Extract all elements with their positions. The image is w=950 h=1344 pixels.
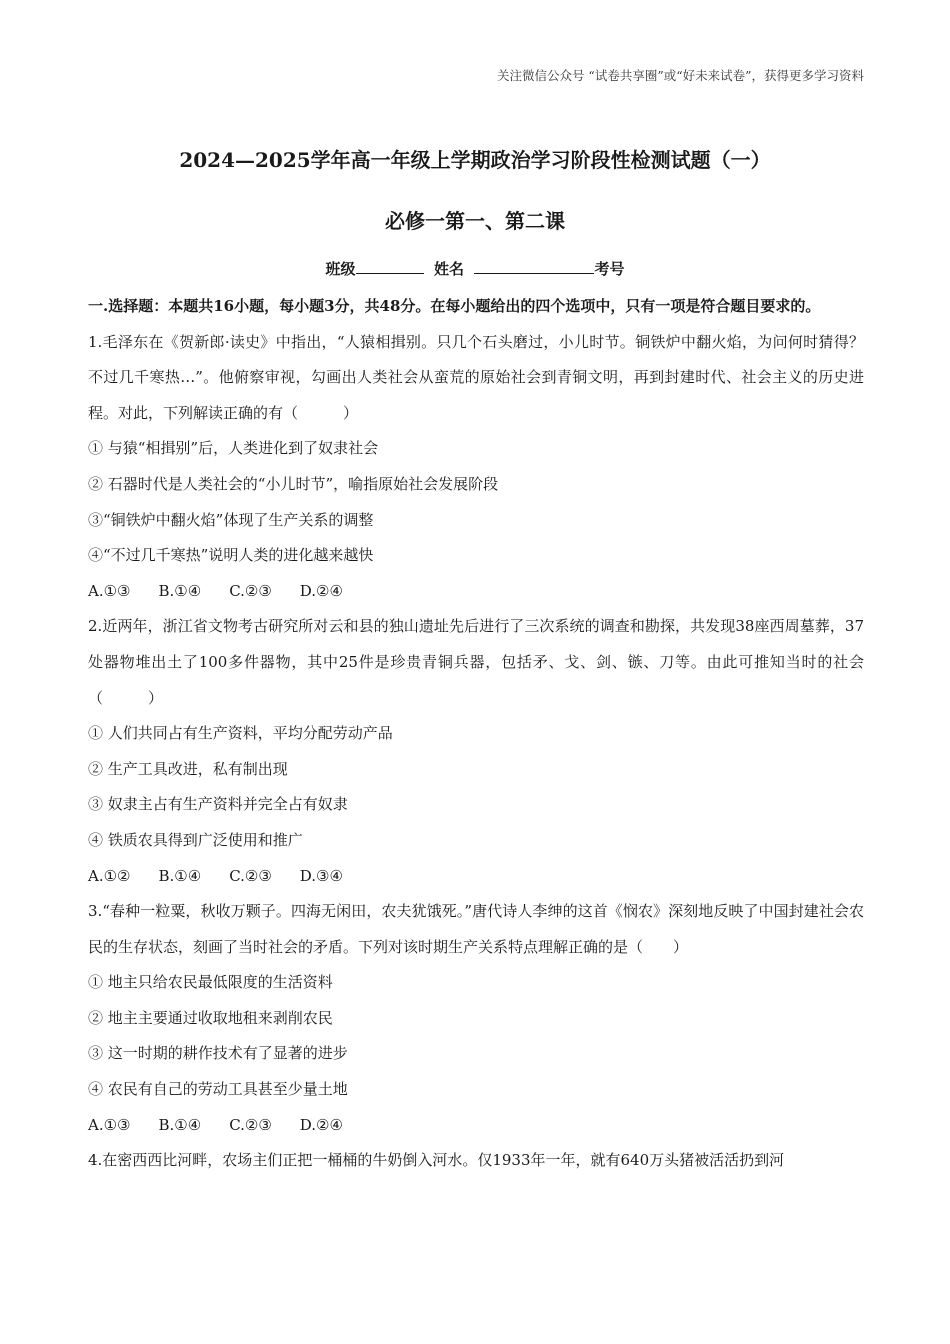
question-3 (88, 894, 864, 1143)
answer-choices (88, 574, 864, 610)
answer-choices (88, 1108, 864, 1144)
statement-item: ① 与猿“相揖别”后，人类进化到了奴隶社会 (88, 439, 379, 458)
question-stem: 3.“春种一粒粟，秋收万颗子。四海无闲田，农夫犹饿死。”唐代诗人李绅的这首《悯农》深刻地反映了中国封建社会农民的生存状态，刻画了当时社会的矛盾。下列对该时期生产关系特点理解正确的是（ ） (88, 902, 864, 956)
class-blank[interactable] (356, 259, 424, 274)
statement-item: ③“铜铁炉中翻火焰”体现了生产关系的调整 (88, 510, 374, 529)
statement-item: ④ 铁质农具得到广泛使用和推广 (88, 830, 303, 849)
statement-item: ③ 这一时期的耕作技术有了显著的进步 (88, 1044, 348, 1063)
statement-item: ③ 奴隶主占有生产资料并完全占有奴隶 (88, 795, 348, 814)
question-stem: 1.毛泽东在《贺新郎·读史》中指出，“人猿相揖别。只几个石头磨过，小儿时节。铜铁炉中翻火焰，为问何时猜得？不过几千寒热…”。他俯察审视，勾画出人类社会从蛮荒的原始社会到青铜文明，再到封建时代、社会主义的历史进程。对此，下列解读正确的有（ ） (88, 332, 864, 422)
answer-choices (88, 859, 864, 895)
name-blank[interactable] (474, 259, 594, 274)
statement-item: ④ 农民有自己的劳动工具甚至少量土地 (88, 1080, 348, 1099)
choice-c[interactable]: C.②③ (229, 866, 272, 885)
choice-c[interactable]: C.②③ (229, 581, 272, 600)
choice-a[interactable]: A.①② (88, 866, 131, 885)
choice-d[interactable]: D.②④ (299, 1115, 343, 1134)
question-stem: 2.近两年，浙江省文物考古研究所对云和县的独山遗址先后进行了三次系统的调查和勘探，共发现38座西周墓葬，37处器物堆出土了100多件器物，其中25件是珍贵青铜兵器，包括矛、戈、剑、镞、刀等。由此可推知当时的社会（ ） (88, 617, 864, 707)
statement-item: ② 石器时代是人类社会的“小儿时节”，喻指原始社会发展阶段 (88, 474, 499, 493)
choice-b[interactable]: B.①④ (158, 1115, 202, 1134)
statement-item: ② 地主主要通过收取地租来剥削农民 (88, 1008, 333, 1027)
section-heading: 一.选择题：本题共16小题，每小题3分，共48分。在每小题给出的四个选项中，只有一项是符合题目要求的。 (88, 297, 821, 315)
exam-no-label: 考号 (594, 260, 625, 278)
name-label: 姓名 (433, 260, 464, 278)
choice-d[interactable]: D.③④ (299, 866, 343, 885)
statement-item: ② 生产工具改进，私有制出现 (88, 759, 288, 778)
choice-c[interactable]: C.②③ (229, 1115, 272, 1134)
question-1 (88, 325, 864, 610)
choice-b[interactable]: B.①④ (158, 581, 202, 600)
class-label: 班级 (325, 260, 356, 278)
statement-item: ④“不过几千寒热”说明人类的进化越来越快 (88, 546, 374, 565)
choice-a[interactable]: A.①③ (88, 581, 131, 600)
statement-item: ① 人们共同占有生产资料，平均分配劳动产品 (88, 724, 393, 743)
choice-b[interactable]: B.①④ (158, 866, 202, 885)
page-title: 2024—2025学年高一年级上学期政治学习阶段性检测试题（一） (179, 148, 771, 172)
student-info-line (0, 258, 950, 279)
question-stem: 4.在密西西比河畔，农场主们正把一桶桶的牛奶倒入河水。仅1933年一年，就有640万头猪被活活扔到河 (88, 1151, 785, 1170)
choice-a[interactable]: A.①③ (88, 1115, 131, 1134)
page-subtitle: 必修一第一、第二课 (385, 209, 565, 233)
header-note: 关注微信公众号 “试卷共享圈”或“好未来试卷”，获得更多学习资料 (496, 68, 864, 83)
exam-content (88, 289, 864, 1179)
choice-d[interactable]: D.②④ (299, 581, 343, 600)
statement-item: ① 地主只给农民最低限度的生活资料 (88, 973, 333, 992)
question-4 (88, 1143, 864, 1179)
question-2 (88, 609, 864, 894)
